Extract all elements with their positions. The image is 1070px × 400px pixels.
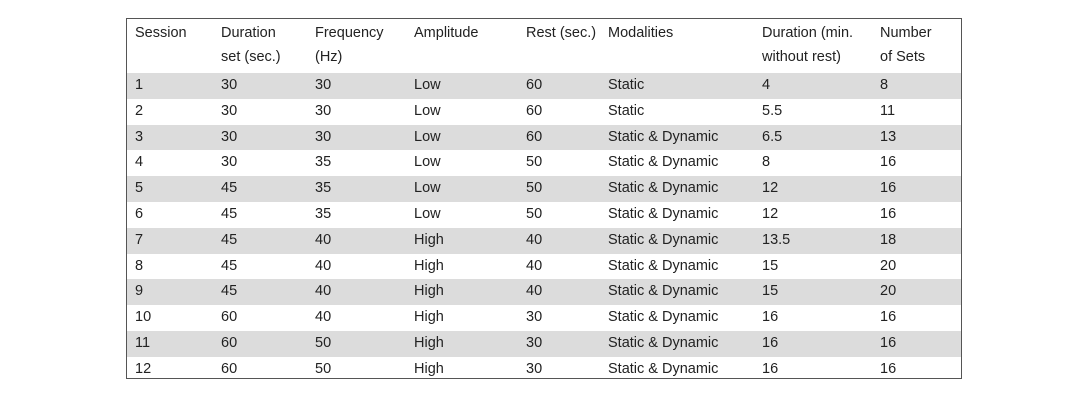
table-cell-number-of-sets: 16 xyxy=(880,205,897,222)
table-cell-duration-set: 45 xyxy=(213,176,307,202)
column-header-line: Number xyxy=(880,25,932,41)
table-cell-amplitude: High xyxy=(414,360,444,377)
table-cell-amplitude: Low xyxy=(406,73,518,99)
column-header-line: Duration (min. xyxy=(762,25,854,41)
table-cell-duration-set: 60 xyxy=(213,331,307,357)
table-cell-frequency: 35 xyxy=(315,154,332,171)
table-cell-amplitude: High xyxy=(406,331,518,357)
table-cell-number-of-sets: 13 xyxy=(872,125,961,151)
table-cell-number-of-sets: 16 xyxy=(880,360,897,377)
table-cell-duration-set: 30 xyxy=(213,73,307,99)
table-cell-number-of-sets: 8 xyxy=(872,73,961,99)
column-header-duration-set xyxy=(213,19,307,73)
table-cell-session: 12 xyxy=(135,360,152,377)
table-cell-session: 5 xyxy=(127,176,213,202)
table-cell-rest: 50 xyxy=(526,154,543,171)
table-cell-frequency: 30 xyxy=(315,102,332,119)
table-cell-duration-min: 15 xyxy=(762,257,779,274)
table-cell-duration-set: 45 xyxy=(213,279,307,305)
table-row xyxy=(127,73,961,99)
table-row xyxy=(127,254,961,280)
table-cell-modalities: Static & Dynamic xyxy=(600,228,754,254)
column-header-line: Duration xyxy=(221,25,276,41)
table-header xyxy=(127,19,961,73)
table-cell-session: 6 xyxy=(135,205,144,222)
table-cell-rest: 60 xyxy=(518,73,600,99)
session-table-frame xyxy=(126,18,962,379)
table-cell-session: 4 xyxy=(135,154,144,171)
table-cell-rest: 30 xyxy=(526,309,543,326)
table-cell-frequency: 40 xyxy=(315,309,332,326)
table-row xyxy=(127,202,961,228)
table-cell-rest: 50 xyxy=(526,205,543,222)
column-header-line: (Hz) xyxy=(315,49,343,65)
table-cell-duration-set: 45 xyxy=(213,228,307,254)
table-cell-frequency: 50 xyxy=(315,360,332,377)
table-cell-rest: 40 xyxy=(518,279,600,305)
column-header-frequency xyxy=(307,19,406,73)
column-header-line: Amplitude xyxy=(414,25,479,41)
table-cell-amplitude: Low xyxy=(414,205,441,222)
table-cell-duration-min: 16 xyxy=(754,331,872,357)
table-cell-session: 10 xyxy=(135,309,152,326)
table-cell-rest: 50 xyxy=(518,176,600,202)
column-header-rest xyxy=(518,19,600,73)
table-cell-modalities: Static xyxy=(600,73,754,99)
table-cell-session: 3 xyxy=(127,125,213,151)
table-cell-amplitude: High xyxy=(414,309,444,326)
table-row xyxy=(127,150,961,176)
table-cell-session: 9 xyxy=(127,279,213,305)
table-cell-duration-set: 60 xyxy=(221,360,238,377)
column-header-number-of-sets xyxy=(872,19,961,73)
table-cell-session: 8 xyxy=(135,257,144,274)
table-cell-frequency: 40 xyxy=(315,257,332,274)
table-cell-duration-min: 8 xyxy=(762,154,771,171)
column-header-line: without rest) xyxy=(762,49,841,65)
table-cell-session: 1 xyxy=(127,73,213,99)
column-header-line: Modalities xyxy=(608,25,674,41)
table-cell-rest: 60 xyxy=(518,125,600,151)
table-cell-duration-set: 45 xyxy=(221,257,238,274)
table-cell-modalities: Static & Dynamic xyxy=(600,331,754,357)
column-header-duration-min xyxy=(754,19,872,73)
table-cell-modalities: Static & Dynamic xyxy=(600,279,754,305)
table-cell-modalities: Static & Dynamic xyxy=(608,360,719,377)
table-body xyxy=(127,73,961,383)
table-cell-duration-min: 6.5 xyxy=(754,125,872,151)
table-cell-frequency: 40 xyxy=(307,279,406,305)
table-cell-amplitude: Low xyxy=(406,176,518,202)
table-cell-amplitude: Low xyxy=(414,102,441,119)
column-header-session xyxy=(127,19,213,73)
table-cell-number-of-sets: 11 xyxy=(880,102,896,119)
table-cell-frequency: 35 xyxy=(315,205,332,222)
table-cell-frequency: 30 xyxy=(307,125,406,151)
table-cell-amplitude: High xyxy=(414,257,444,274)
column-header-line: Frequency xyxy=(315,25,384,41)
table-cell-amplitude: Low xyxy=(406,125,518,151)
table-cell-duration-set: 30 xyxy=(213,125,307,151)
table-cell-rest: 30 xyxy=(518,331,600,357)
table-cell-modalities: Static & Dynamic xyxy=(608,154,719,171)
table-row xyxy=(127,176,961,202)
column-header-modalities xyxy=(600,19,754,73)
table-cell-number-of-sets: 16 xyxy=(872,331,961,357)
table-cell-number-of-sets: 16 xyxy=(872,176,961,202)
column-header-line: Session xyxy=(135,25,187,41)
table-cell-duration-set: 30 xyxy=(221,102,238,119)
table-cell-duration-set: 60 xyxy=(221,309,238,326)
table-cell-number-of-sets: 18 xyxy=(872,228,961,254)
table-cell-modalities: Static & Dynamic xyxy=(600,125,754,151)
table-cell-frequency: 35 xyxy=(307,176,406,202)
table-cell-session: 7 xyxy=(127,228,213,254)
table-cell-session: 11 xyxy=(127,331,213,357)
table-cell-rest: 40 xyxy=(526,257,543,274)
table-cell-number-of-sets: 20 xyxy=(872,279,961,305)
table-cell-modalities: Static & Dynamic xyxy=(608,309,719,326)
table-cell-number-of-sets: 16 xyxy=(880,154,897,171)
table-row xyxy=(127,331,961,357)
table-cell-duration-min: 5.5 xyxy=(762,102,783,119)
table-row xyxy=(127,228,961,254)
table-cell-amplitude: High xyxy=(406,279,518,305)
column-header-line: set (sec.) xyxy=(221,49,281,65)
table-cell-duration-min: 16 xyxy=(762,360,779,377)
table-cell-session: 2 xyxy=(135,102,144,119)
table-cell-number-of-sets: 16 xyxy=(880,309,897,326)
table-cell-modalities: Static & Dynamic xyxy=(608,205,719,222)
column-header-amplitude xyxy=(406,19,518,73)
table-cell-frequency: 40 xyxy=(307,228,406,254)
table-row xyxy=(127,305,961,331)
table-row xyxy=(127,357,961,383)
table-cell-duration-min: 13.5 xyxy=(754,228,872,254)
table-row xyxy=(127,125,961,151)
column-header-line: of Sets xyxy=(880,49,926,65)
table-cell-duration-min: 16 xyxy=(762,309,779,326)
column-header-line: Rest (sec.) xyxy=(526,25,597,41)
table-row xyxy=(127,99,961,125)
session-table xyxy=(127,19,961,383)
table-cell-number-of-sets: 20 xyxy=(880,257,897,274)
table-cell-duration-min: 12 xyxy=(762,205,779,222)
table-cell-duration-set: 45 xyxy=(221,205,238,222)
table-cell-frequency: 50 xyxy=(307,331,406,357)
table-cell-duration-min: 15 xyxy=(754,279,872,305)
header-row xyxy=(127,19,961,73)
table-cell-amplitude: High xyxy=(406,228,518,254)
table-row xyxy=(127,279,961,305)
table-cell-rest: 60 xyxy=(526,102,543,119)
table-cell-amplitude: Low xyxy=(414,154,441,171)
table-cell-modalities: Static & Dynamic xyxy=(600,176,754,202)
table-cell-duration-min: 4 xyxy=(754,73,872,99)
table-cell-frequency: 30 xyxy=(307,73,406,99)
table-cell-modalities: Static xyxy=(608,102,645,119)
table-cell-modalities: Static & Dynamic xyxy=(608,257,719,274)
table-cell-rest: 30 xyxy=(526,360,543,377)
table-cell-duration-min: 12 xyxy=(754,176,872,202)
table-cell-duration-set: 30 xyxy=(221,154,238,171)
table-cell-rest: 40 xyxy=(518,228,600,254)
